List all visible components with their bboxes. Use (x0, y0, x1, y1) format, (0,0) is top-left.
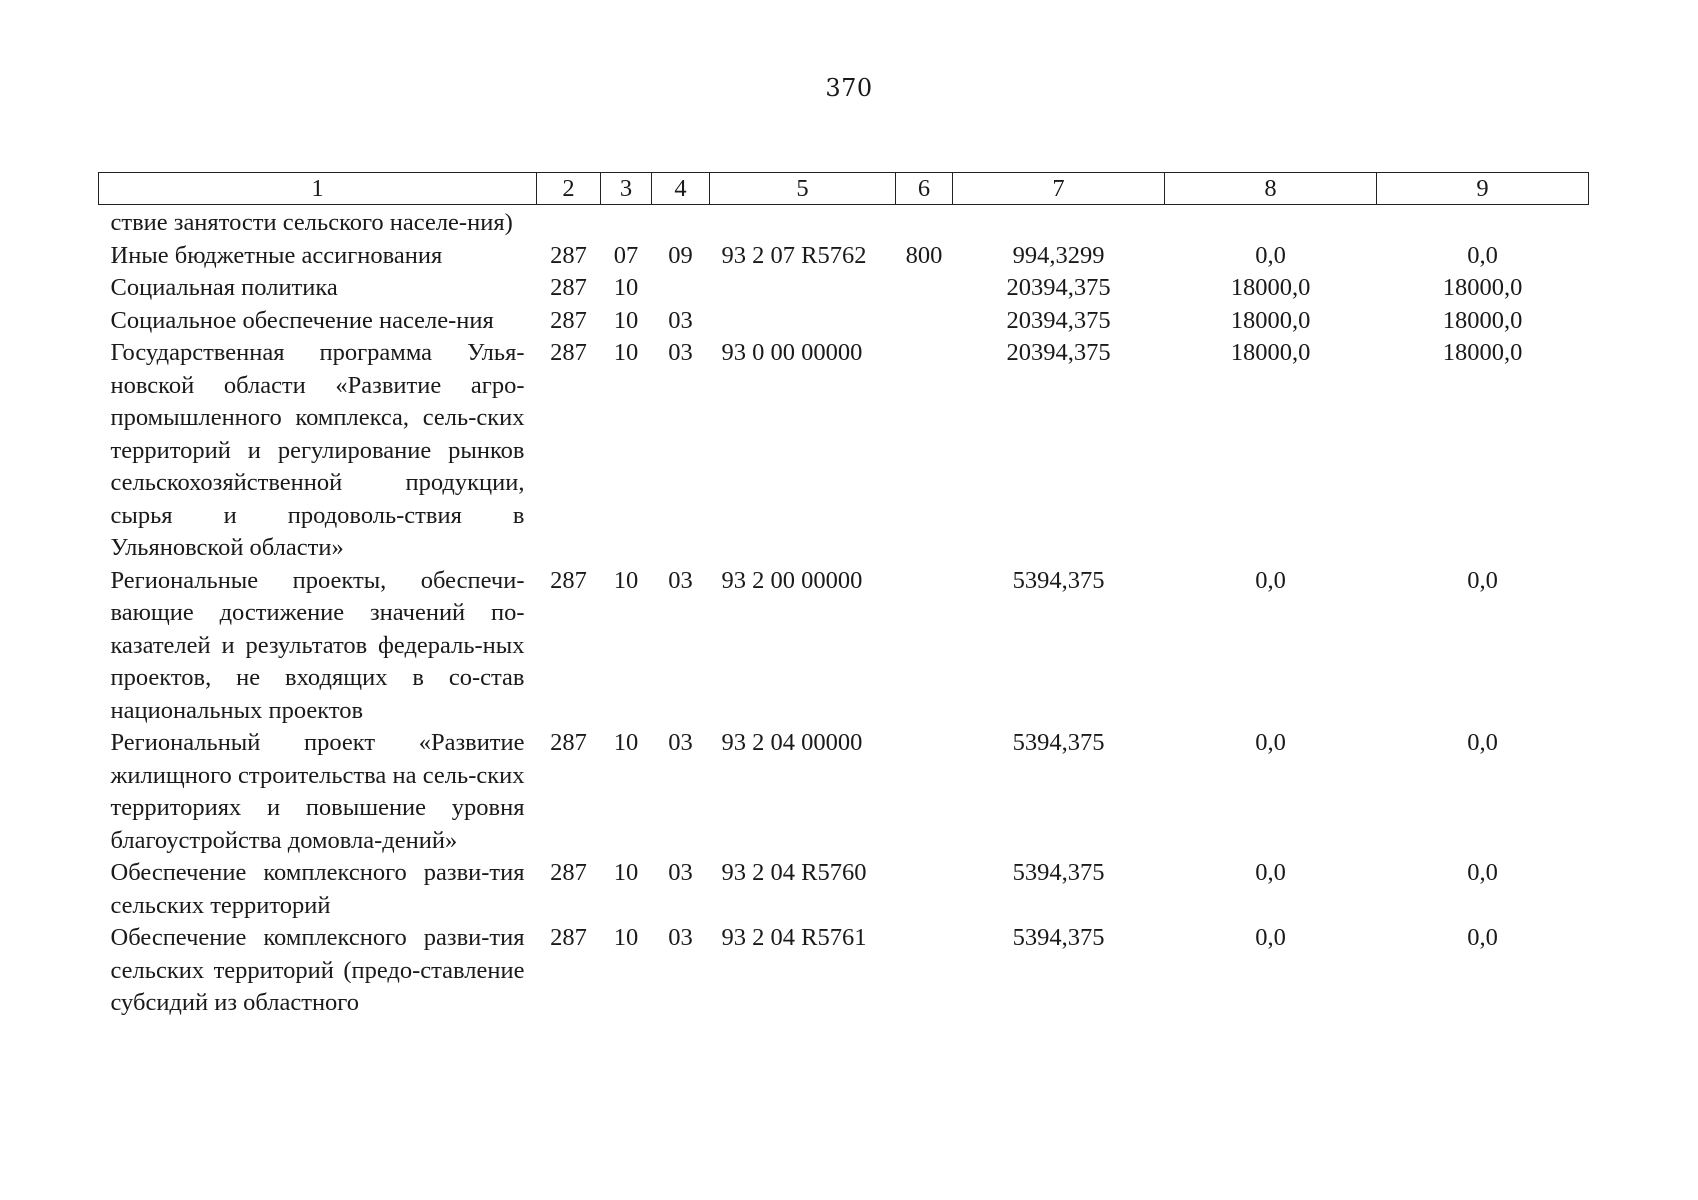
cell-target-article (710, 272, 896, 305)
cell-amount-col9: 0,0 (1467, 859, 1498, 886)
cell-amount-col9: 0,0 (1467, 924, 1498, 951)
cell-name: Обеспечение комплексного разви-тия сельских территорий (110, 859, 525, 919)
table-body (99, 205, 1589, 1020)
table-row (99, 305, 1589, 338)
cell-subsection: 03 (668, 924, 693, 951)
cell-amount-col9: 0,0 (1467, 729, 1498, 756)
cell-section: 10 (613, 924, 639, 951)
cell-amount-col8: 18000,0 (1230, 274, 1311, 301)
budget-table-wrapper (98, 172, 1588, 1020)
table-row (99, 727, 1589, 857)
header-row (99, 173, 1589, 205)
cell-target-article: 93 2 07 R5762 (721, 241, 867, 269)
cell-target-article: 93 2 04 R5761 (721, 924, 867, 951)
cell-amount-col8: 0,0 (1255, 566, 1286, 594)
cell-expense-type (896, 205, 953, 240)
cell-subsection: 03 (668, 859, 693, 886)
table-row (99, 565, 1589, 728)
cell-ministry-code: 287 (550, 729, 587, 756)
cell-name: Государственная программа Улья-новской области «Развитие агро-промышленного комплекса, сель-ских территорий и регулирование рынков сельскохозяйственной продукции, сырья и продоволь-ствия в Ульяновской области» (110, 339, 525, 561)
cell-amount-col7: 5394,375 (1012, 924, 1105, 951)
cell-amount-col8: 18000,0 (1230, 306, 1311, 334)
cell-ministry-code: 287 (550, 859, 587, 886)
cell-target-article (710, 205, 896, 240)
header-col-1: 1 (99, 173, 537, 205)
cell-expense-type (896, 305, 953, 338)
cell-amount-col9: 18000,0 (1442, 306, 1523, 334)
cell-amount-col7: 5394,375 (1012, 566, 1105, 594)
budget-table (98, 172, 1589, 1020)
cell-name: Обеспечение комплексного разви-тия сельских территорий (предо-ставление субсидий из областного (110, 924, 525, 1016)
cell-ministry-code: 287 (550, 274, 587, 301)
table-row (99, 205, 1589, 240)
cell-subsection: 09 (668, 241, 693, 269)
cell-amount-col8: 18000,0 (1230, 339, 1311, 366)
cell-amount-col7: 5394,375 (1012, 729, 1105, 756)
cell-target-article (710, 305, 896, 338)
cell-target-article: 93 0 00 00000 (721, 339, 863, 366)
table-row (99, 857, 1589, 922)
cell-section: 10 (613, 729, 639, 756)
cell-ministry-code: 287 (550, 924, 587, 951)
cell-expense-type (896, 565, 953, 728)
cell-subsection (652, 205, 710, 240)
cell-subsection (652, 272, 710, 305)
cell-section: 10 (613, 274, 639, 301)
cell-expense-type (896, 922, 953, 1020)
cell-target-article: 93 2 00 00000 (721, 566, 863, 594)
cell-name: Региональные проекты, обеспечи-вающие достижение значений по-казателей и результатов федераль-ных проектов, не входящих в со-став национальных проектов (110, 566, 525, 724)
table-row (99, 272, 1589, 305)
cell-amount-col9: 0,0 (1467, 566, 1498, 594)
header-col-6: 6 (896, 173, 953, 205)
page-number: 370 (825, 74, 873, 102)
cell-expense-type (896, 727, 953, 857)
header-col-7: 7 (953, 173, 1165, 205)
cell-ministry-code: 287 (550, 339, 587, 366)
cell-subsection: 03 (668, 339, 693, 366)
cell-amount-col7 (953, 205, 1165, 240)
table-row (99, 922, 1589, 1020)
table-row (99, 240, 1589, 273)
cell-expense-type (896, 272, 953, 305)
cell-amount-col7: 20394,375 (1006, 306, 1111, 334)
cell-amount-col8: 0,0 (1255, 729, 1286, 756)
cell-amount-col7: 994,3299 (1012, 241, 1105, 269)
cell-subsection: 03 (668, 729, 693, 756)
cell-section: 10 (613, 306, 639, 334)
header-col-3: 3 (601, 173, 652, 205)
cell-name: Иные бюджетные ассигнования (110, 241, 443, 269)
cell-amount-col7: 20394,375 (1006, 274, 1111, 301)
cell-amount-col8: 0,0 (1255, 859, 1286, 886)
cell-amount-col9: 18000,0 (1442, 274, 1523, 301)
cell-section: 07 (613, 241, 639, 269)
header-col-4: 4 (652, 173, 710, 205)
cell-expense-type (896, 857, 953, 922)
cell-subsection: 03 (668, 306, 693, 334)
cell-amount-col9 (1377, 205, 1589, 240)
cell-section (601, 205, 652, 240)
cell-target-article: 93 2 04 R5760 (721, 859, 867, 886)
cell-subsection: 03 (668, 566, 693, 594)
cell-amount-col7: 5394,375 (1012, 859, 1105, 886)
cell-ministry-code: 287 (550, 241, 587, 269)
cell-expense-type (896, 337, 953, 565)
cell-ministry-code: 287 (550, 306, 587, 334)
cell-ministry-code: 287 (550, 566, 587, 594)
cell-name: Региональный проект «Развитие жилищного строительства на сель-ских территориях и повышение уровня благоустройства домовла-дений» (110, 729, 525, 854)
table-header (99, 173, 1589, 205)
cell-name: ствие занятости сельского населе-ния) (110, 209, 513, 236)
cell-section: 10 (613, 566, 639, 594)
header-col-9: 9 (1377, 173, 1589, 205)
cell-section: 10 (613, 339, 639, 366)
cell-section: 10 (613, 859, 639, 886)
header-col-5: 5 (710, 173, 896, 205)
cell-amount-col8 (1165, 205, 1377, 240)
cell-name: Социальное обеспечение населе-ния (110, 306, 494, 334)
cell-amount-col8: 0,0 (1255, 241, 1286, 269)
cell-name: Социальная политика (110, 274, 338, 301)
header-col-8: 8 (1165, 173, 1377, 205)
table-row (99, 337, 1589, 565)
cell-amount-col8: 0,0 (1255, 924, 1286, 951)
cell-target-article: 93 2 04 00000 (721, 729, 863, 756)
cell-expense-type: 800 (905, 241, 943, 269)
header-col-2: 2 (537, 173, 601, 205)
cell-amount-col7: 20394,375 (1006, 339, 1111, 366)
cell-amount-col9: 0,0 (1467, 241, 1498, 269)
cell-ministry-code (537, 205, 601, 240)
cell-amount-col9: 18000,0 (1442, 339, 1523, 366)
